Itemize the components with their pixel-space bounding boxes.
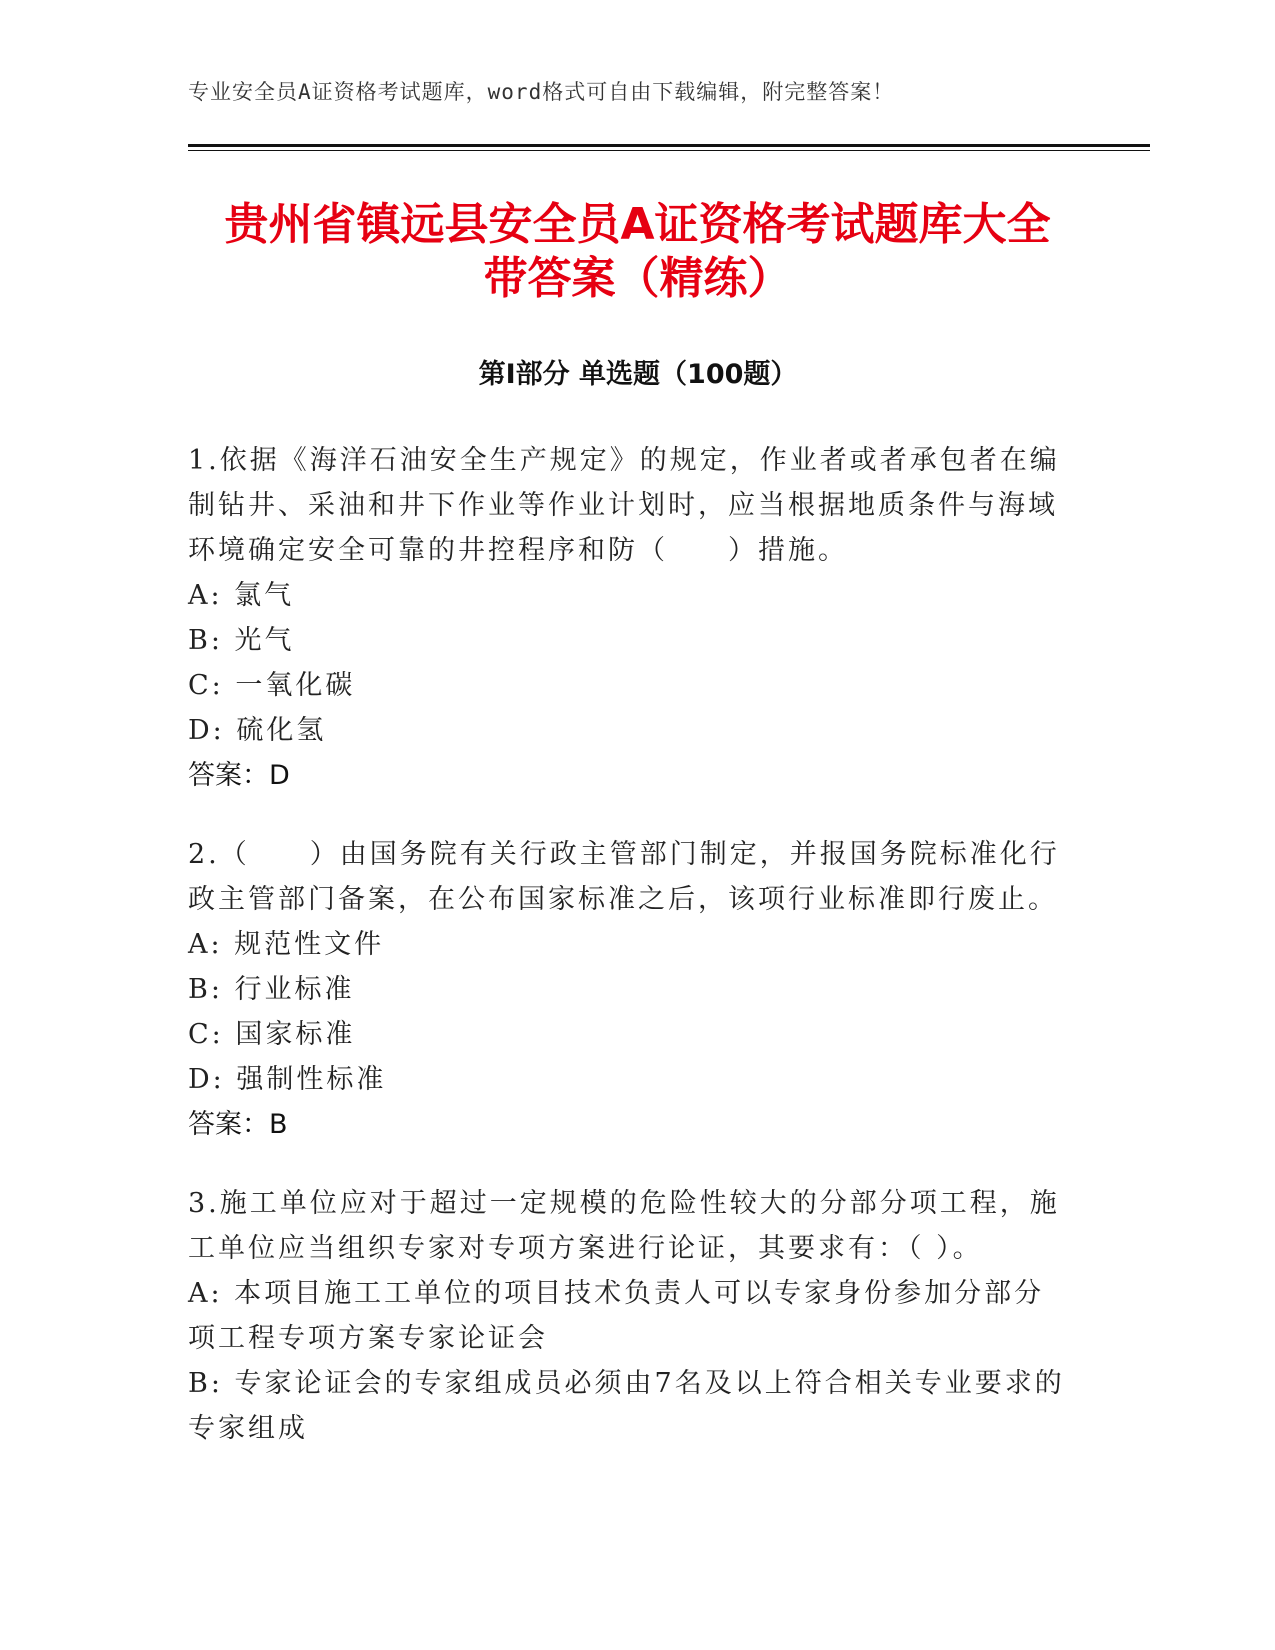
answer: 答案：B — [188, 1109, 288, 1140]
option-c: C: 一氧化碳 — [188, 670, 356, 701]
option-b: B: 光气 — [188, 625, 295, 656]
option-a: A: 规范性文件 — [188, 929, 385, 960]
question-text: 1.依据《海洋石油安全生产规定》的规定，作业者或者承包者在编制钻井、采油和井下作业等作业计划时，应当根据地质条件与海域环境确定安全可靠的井控程序和防（ ）措施。 — [188, 445, 1060, 566]
option-b: B: 行业标准 — [188, 974, 355, 1005]
option-d: D: 硫化氢 — [188, 715, 327, 746]
question-list — [188, 438, 1068, 1485]
option-c: C: 国家标准 — [188, 1019, 356, 1050]
option-b: B: 专家论证会的专家组成员必须由7名及以上符合相关专业要求的专家组成 — [188, 1368, 1065, 1444]
document-title — [150, 198, 1125, 306]
question-text: 3.施工单位应对于超过一定规模的危险性较大的分部分项工程，施工单位应当组织专家对专项方案进行论证，其要求有：（ ）。 — [188, 1188, 1060, 1264]
option-d: D: 强制性标准 — [188, 1064, 387, 1095]
header-note: 专业安全员A证资格考试题库，word格式可自由下载编辑，附完整答案！ — [188, 80, 895, 104]
document-title-line-2: 带答案（精练） — [483, 253, 792, 304]
option-a: A: 氯气 — [188, 580, 295, 611]
question-2 — [188, 832, 1068, 1147]
header-rule-thin — [188, 150, 1150, 151]
option-a: A: 本项目施工工单位的项目技术负责人可以专家身份参加分部分项工程专项方案专家论证会 — [188, 1278, 1045, 1354]
question-text: 2.（ ）由国务院有关行政主管部门制定，并报国务院标准化行政主管部门备案，在公布国家标准之后，该项行业标准即行废止。 — [188, 839, 1060, 915]
question-1 — [188, 438, 1068, 798]
section-title: 第Ⅰ部分 单选题（100题） — [478, 359, 798, 390]
question-3 — [188, 1181, 1068, 1451]
document-title-line-1: 贵州省镇远县安全员A证资格考试题库大全 — [224, 199, 1051, 250]
header-rule-thick — [188, 144, 1150, 147]
answer: 答案：D — [188, 760, 290, 791]
